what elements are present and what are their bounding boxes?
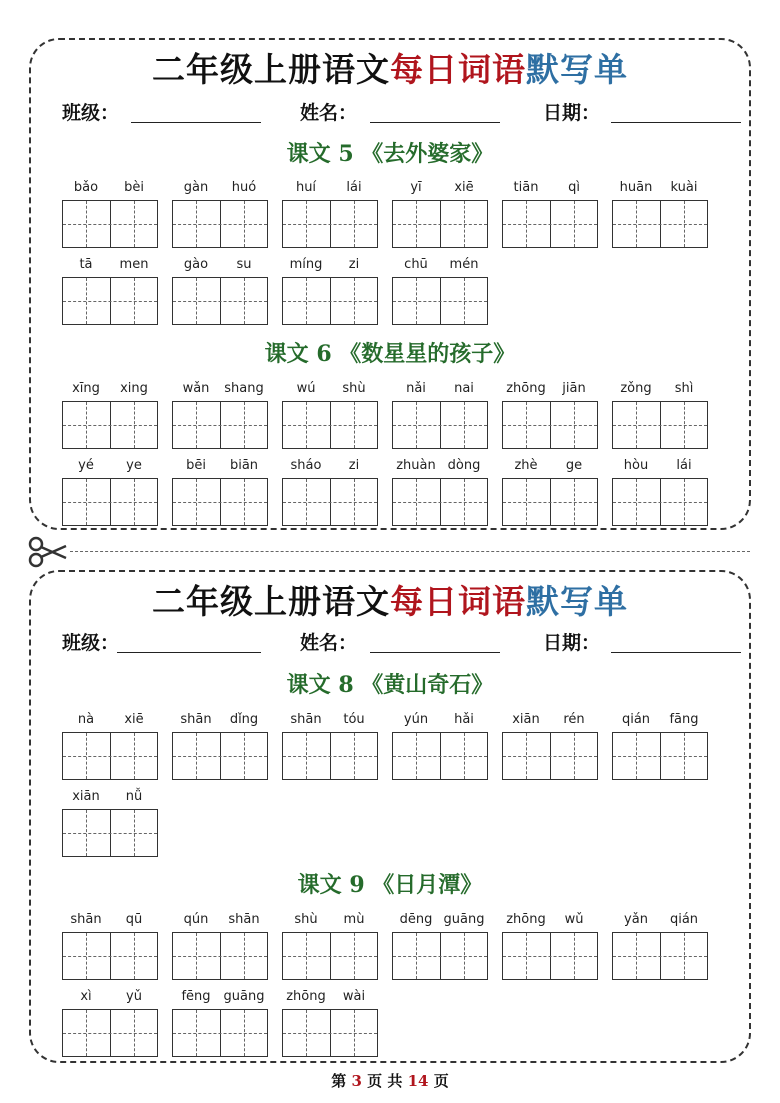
grid-guide [173, 1033, 267, 1034]
grid-guide [63, 425, 157, 426]
grid-guide [196, 479, 197, 525]
pinyin-label: lái [346, 180, 362, 195]
grid-guide [464, 278, 465, 324]
grid-guide [283, 425, 377, 426]
pinyin-label: nai [454, 381, 474, 396]
pinyin-label: tóu [343, 712, 365, 727]
grid-guide [416, 402, 417, 448]
tian-zi-grid[interactable] [392, 932, 488, 980]
grid-guide [244, 1010, 245, 1056]
word-box[interactable] [62, 912, 158, 992]
grid-guide [134, 479, 135, 525]
pinyin-label: men [119, 257, 149, 272]
grid-guide [464, 733, 465, 779]
tian-zi-grid[interactable] [62, 277, 158, 325]
grid-guide [173, 224, 267, 225]
grid-guide [574, 733, 575, 779]
grid-guide [613, 224, 707, 225]
pinyin-label: shān [290, 712, 322, 727]
grid-guide [173, 301, 267, 302]
tian-zi-grid[interactable] [392, 401, 488, 449]
date-label: 日期： [543, 632, 601, 654]
pinyin-label: shān [70, 912, 102, 927]
tian-zi-grid[interactable] [62, 1009, 158, 1057]
grid-guide [636, 733, 637, 779]
grid-guide [416, 933, 417, 979]
word-box[interactable] [62, 257, 158, 337]
grid-guide [684, 201, 685, 247]
word-box[interactable] [282, 712, 378, 792]
date-field[interactable] [611, 652, 741, 653]
grid-guide [574, 402, 575, 448]
pinyin-label: xiān [72, 789, 100, 804]
grid-guide [306, 933, 307, 979]
pinyin-label: fēng [181, 989, 211, 1004]
grid-guide [526, 733, 527, 779]
pinyin-label: nǚ [125, 789, 143, 804]
pinyin-label: zi [348, 257, 360, 272]
pinyin-label: yún [403, 712, 429, 727]
cut-line [70, 551, 750, 552]
pinyin-label: míng [289, 257, 323, 272]
grid-guide [393, 756, 487, 757]
grid-guide [354, 733, 355, 779]
pinyin-label: dēng [399, 912, 433, 927]
grid-guide [306, 733, 307, 779]
lesson-heading: 课文 6 《数星星的孩子》 [264, 341, 516, 367]
word-box[interactable] [612, 458, 708, 538]
grid-guide [196, 733, 197, 779]
tian-zi-grid[interactable] [62, 478, 158, 526]
page-number: 3 [351, 1072, 362, 1090]
pinyin-label: yǔ [126, 989, 142, 1004]
pinyin-label: guāng [443, 912, 485, 927]
grid-guide [86, 479, 87, 525]
tian-zi-grid[interactable] [282, 932, 378, 980]
tian-zi-grid[interactable] [282, 1009, 378, 1057]
pinyin-label: qún [183, 912, 209, 927]
grid-guide [63, 301, 157, 302]
grid-guide [464, 933, 465, 979]
grid-guide [63, 224, 157, 225]
grid-guide [684, 933, 685, 979]
grid-guide [636, 933, 637, 979]
pinyin-label: wǎn [182, 381, 210, 396]
worksheet-title-1: 二年级上册语文每日词语默写单 [152, 50, 628, 89]
grid-guide [63, 756, 157, 757]
grid-guide [63, 502, 157, 503]
grid-guide [196, 402, 197, 448]
tian-zi-grid[interactable] [282, 478, 378, 526]
word-box[interactable] [62, 789, 158, 869]
grid-guide [283, 956, 377, 957]
grid-guide [684, 733, 685, 779]
grid-guide [283, 224, 377, 225]
word-box[interactable] [392, 712, 488, 792]
tian-zi-grid[interactable] [172, 200, 268, 248]
word-box[interactable] [392, 257, 488, 337]
word-box[interactable] [172, 381, 268, 461]
grid-guide [574, 201, 575, 247]
pinyin-label: xì [80, 989, 92, 1004]
pinyin-label: nà [77, 712, 95, 727]
tian-zi-grid[interactable] [62, 932, 158, 980]
grid-guide [393, 502, 487, 503]
total-pages: 14 [407, 1072, 429, 1090]
name-label: 姓名： [300, 632, 358, 654]
word-box[interactable] [502, 381, 598, 461]
pinyin-label: xīng [72, 381, 100, 396]
info-row-2 [0, 628, 780, 658]
lesson-heading: 课文 5 《去外婆家》 [286, 141, 494, 167]
pinyin-label: shù [342, 381, 366, 396]
pinyin-label: ye [126, 458, 142, 473]
pinyin-label: zhōng [506, 912, 546, 927]
tian-zi-grid[interactable] [172, 732, 268, 780]
grid-guide [636, 402, 637, 448]
pinyin-label: qián [621, 712, 651, 727]
pinyin-label: yé [78, 458, 94, 473]
tian-zi-grid[interactable] [172, 1009, 268, 1057]
word-box[interactable] [62, 381, 158, 461]
pinyin-label: tā [79, 257, 93, 272]
pinyin-label: sháo [290, 458, 322, 473]
grid-guide [173, 425, 267, 426]
class-label: 班级： [62, 632, 120, 654]
tian-zi-grid[interactable] [62, 809, 158, 857]
lesson-heading: 课文 8 《黄山奇石》 [286, 672, 494, 698]
class-label: 班级： [62, 102, 120, 124]
grid-guide [134, 402, 135, 448]
word-box[interactable] [502, 712, 598, 792]
tian-zi-grid[interactable] [502, 200, 598, 248]
grid-guide [354, 402, 355, 448]
pinyin-label: yǎn [624, 912, 648, 927]
grid-guide [244, 479, 245, 525]
grid-guide [63, 956, 157, 957]
word-box[interactable] [282, 180, 378, 260]
grid-guide [63, 1033, 157, 1034]
pinyin-label: rén [563, 712, 585, 727]
tian-zi-grid[interactable] [392, 277, 488, 325]
grid-guide [86, 810, 87, 856]
grid-guide [86, 733, 87, 779]
pinyin-label: gào [183, 257, 209, 272]
word-box[interactable] [62, 458, 158, 538]
grid-guide [283, 1033, 377, 1034]
word-box[interactable] [392, 458, 488, 538]
grid-guide [354, 201, 355, 247]
grid-guide [464, 402, 465, 448]
tian-zi-grid[interactable] [62, 401, 158, 449]
grid-guide [354, 933, 355, 979]
pinyin-label: tiān [513, 180, 539, 195]
pinyin-label: zi [348, 458, 360, 473]
word-box[interactable] [392, 381, 488, 461]
grid-guide [134, 1010, 135, 1056]
grid-guide [684, 402, 685, 448]
class-field[interactable] [131, 122, 261, 123]
grid-guide [526, 402, 527, 448]
pinyin-label: wǔ [564, 912, 584, 927]
grid-guide [354, 278, 355, 324]
pinyin-label: jiān [562, 381, 586, 396]
name-label: 姓名： [300, 102, 358, 124]
lesson-heading: 课文 9 《日月潭》 [297, 872, 483, 898]
word-box[interactable] [282, 912, 378, 992]
grid-guide [526, 201, 527, 247]
pinyin-label: mén [449, 257, 479, 272]
grid-guide [636, 479, 637, 525]
pinyin-label: lái [676, 458, 692, 473]
word-box[interactable] [392, 912, 488, 992]
word-box[interactable] [282, 989, 378, 1069]
grid-guide [134, 201, 135, 247]
pinyin-label: chū [404, 257, 428, 272]
pinyin-label: qū [125, 912, 143, 927]
grid-guide [134, 810, 135, 856]
tian-zi-grid[interactable] [612, 732, 708, 780]
pinyin-label: xiē [124, 712, 144, 727]
word-box[interactable] [392, 180, 488, 260]
pinyin-label: huó [231, 180, 257, 195]
pinyin-label: dòng [447, 458, 481, 473]
grid-guide [613, 956, 707, 957]
pinyin-label: gàn [183, 180, 209, 195]
word-box[interactable] [172, 989, 268, 1069]
tian-zi-grid[interactable] [392, 478, 488, 526]
grid-guide [306, 1010, 307, 1056]
pinyin-label: bǎo [73, 180, 99, 195]
grid-guide [196, 278, 197, 324]
word-box[interactable] [282, 257, 378, 337]
tian-zi-grid[interactable] [502, 478, 598, 526]
tian-zi-grid[interactable] [62, 732, 158, 780]
grid-guide [134, 278, 135, 324]
tian-zi-grid[interactable] [282, 200, 378, 248]
tian-zi-grid[interactable] [62, 200, 158, 248]
grid-guide [134, 933, 135, 979]
grid-guide [306, 278, 307, 324]
pinyin-label: qián [669, 912, 699, 927]
tian-zi-grid[interactable] [502, 932, 598, 980]
tian-zi-grid[interactable] [392, 732, 488, 780]
grid-guide [173, 956, 267, 957]
word-box[interactable] [172, 458, 268, 538]
grid-guide [86, 933, 87, 979]
grid-guide [503, 502, 597, 503]
word-box[interactable] [62, 712, 158, 792]
name-field[interactable] [370, 652, 500, 653]
word-box[interactable] [172, 180, 268, 260]
word-box[interactable] [502, 458, 598, 538]
pinyin-label: zhuàn [396, 458, 436, 473]
page-footer: 第 3 页 共 14 页 [331, 1072, 449, 1090]
grid-guide [196, 1010, 197, 1056]
pinyin-label: fāng [669, 712, 699, 727]
pinyin-label: shì [674, 381, 694, 396]
grid-guide [354, 1010, 355, 1056]
pinyin-label: wú [296, 381, 316, 396]
pinyin-label: kuài [670, 180, 698, 195]
grid-guide [86, 402, 87, 448]
grid-guide [306, 201, 307, 247]
tian-zi-grid[interactable] [172, 932, 268, 980]
word-box[interactable] [282, 458, 378, 538]
pinyin-label: zhōng [506, 381, 546, 396]
pinyin-label: su [236, 257, 252, 272]
grid-guide [684, 479, 685, 525]
grid-guide [393, 301, 487, 302]
pinyin-label: wài [342, 989, 366, 1004]
grid-guide [503, 425, 597, 426]
grid-guide [613, 425, 707, 426]
word-box[interactable] [612, 180, 708, 260]
grid-guide [416, 201, 417, 247]
grid-guide [196, 201, 197, 247]
grid-guide [196, 933, 197, 979]
pinyin-label: xing [120, 381, 148, 396]
tian-zi-grid[interactable] [392, 200, 488, 248]
grid-guide [574, 479, 575, 525]
class-field[interactable] [117, 652, 261, 653]
pinyin-label: nǎi [406, 381, 426, 396]
grid-guide [63, 833, 157, 834]
date-label: 日期： [543, 102, 601, 124]
scissors-icon [28, 536, 68, 568]
grid-guide [244, 402, 245, 448]
pinyin-label: ge [565, 458, 583, 473]
pinyin-label: dǐng [229, 712, 259, 727]
pinyin-label: yī [410, 180, 422, 195]
grid-guide [613, 502, 707, 503]
grid-guide [244, 733, 245, 779]
tian-zi-grid[interactable] [172, 478, 268, 526]
grid-guide [416, 479, 417, 525]
tian-zi-grid[interactable] [282, 277, 378, 325]
tian-zi-grid[interactable] [612, 200, 708, 248]
pinyin-label: qì [568, 180, 580, 195]
tian-zi-grid[interactable] [282, 732, 378, 780]
grid-guide [244, 201, 245, 247]
grid-guide [244, 933, 245, 979]
grid-guide [86, 278, 87, 324]
grid-guide [393, 425, 487, 426]
word-box[interactable] [612, 712, 708, 792]
word-box[interactable] [172, 257, 268, 337]
grid-guide [416, 733, 417, 779]
grid-guide [306, 479, 307, 525]
pinyin-label: hòu [623, 458, 649, 473]
tian-zi-grid[interactable] [612, 478, 708, 526]
pinyin-label: xiān [512, 712, 540, 727]
grid-guide [354, 479, 355, 525]
grid-guide [393, 956, 487, 957]
grid-guide [574, 933, 575, 979]
worksheet-title-2: 二年级上册语文每日词语默写单 [152, 582, 628, 621]
tian-zi-grid[interactable] [612, 401, 708, 449]
pinyin-label: zhōng [286, 989, 326, 1004]
word-box[interactable] [62, 989, 158, 1069]
word-box[interactable] [612, 912, 708, 992]
word-box[interactable] [502, 180, 598, 260]
pinyin-label: mù [343, 912, 365, 927]
grid-guide [173, 756, 267, 757]
word-box[interactable] [612, 381, 708, 461]
grid-guide [464, 201, 465, 247]
pinyin-label: biān [229, 458, 259, 473]
grid-guide [306, 402, 307, 448]
word-box[interactable] [502, 912, 598, 992]
grid-guide [283, 756, 377, 757]
word-box[interactable] [172, 912, 268, 992]
tian-zi-grid[interactable] [502, 732, 598, 780]
word-box[interactable] [282, 381, 378, 461]
pinyin-label: shān [180, 712, 212, 727]
grid-guide [526, 479, 527, 525]
pinyin-label: xiē [454, 180, 474, 195]
tian-zi-grid[interactable] [172, 277, 268, 325]
grid-guide [636, 201, 637, 247]
grid-guide [283, 502, 377, 503]
grid-guide [244, 278, 245, 324]
grid-guide [416, 278, 417, 324]
pinyin-label: bèi [124, 180, 144, 195]
grid-guide [464, 479, 465, 525]
grid-guide [86, 1010, 87, 1056]
grid-guide [503, 224, 597, 225]
grid-guide [526, 933, 527, 979]
grid-guide [173, 502, 267, 503]
tian-zi-grid[interactable] [172, 401, 268, 449]
grid-guide [503, 756, 597, 757]
pinyin-label: huí [295, 180, 317, 195]
word-box[interactable] [172, 712, 268, 792]
grid-guide [613, 756, 707, 757]
pinyin-label: guāng [223, 989, 265, 1004]
pinyin-label: bēi [186, 458, 206, 473]
grid-guide [86, 201, 87, 247]
grid-guide [393, 224, 487, 225]
tian-zi-grid[interactable] [282, 401, 378, 449]
pinyin-label: shang [224, 381, 264, 396]
tian-zi-grid[interactable] [502, 401, 598, 449]
pinyin-label: shù [294, 912, 318, 927]
tian-zi-grid[interactable] [612, 932, 708, 980]
word-box[interactable] [62, 180, 158, 260]
info-row-1 [0, 98, 780, 128]
pinyin-label: zhè [514, 458, 538, 473]
date-field[interactable] [611, 122, 741, 123]
pinyin-label: shān [228, 912, 260, 927]
pinyin-label: hǎi [454, 712, 474, 727]
grid-guide [503, 956, 597, 957]
grid-guide [134, 733, 135, 779]
pinyin-label: zǒng [620, 381, 652, 396]
name-field[interactable] [370, 122, 500, 123]
grid-guide [283, 301, 377, 302]
pinyin-label: huān [619, 180, 653, 195]
